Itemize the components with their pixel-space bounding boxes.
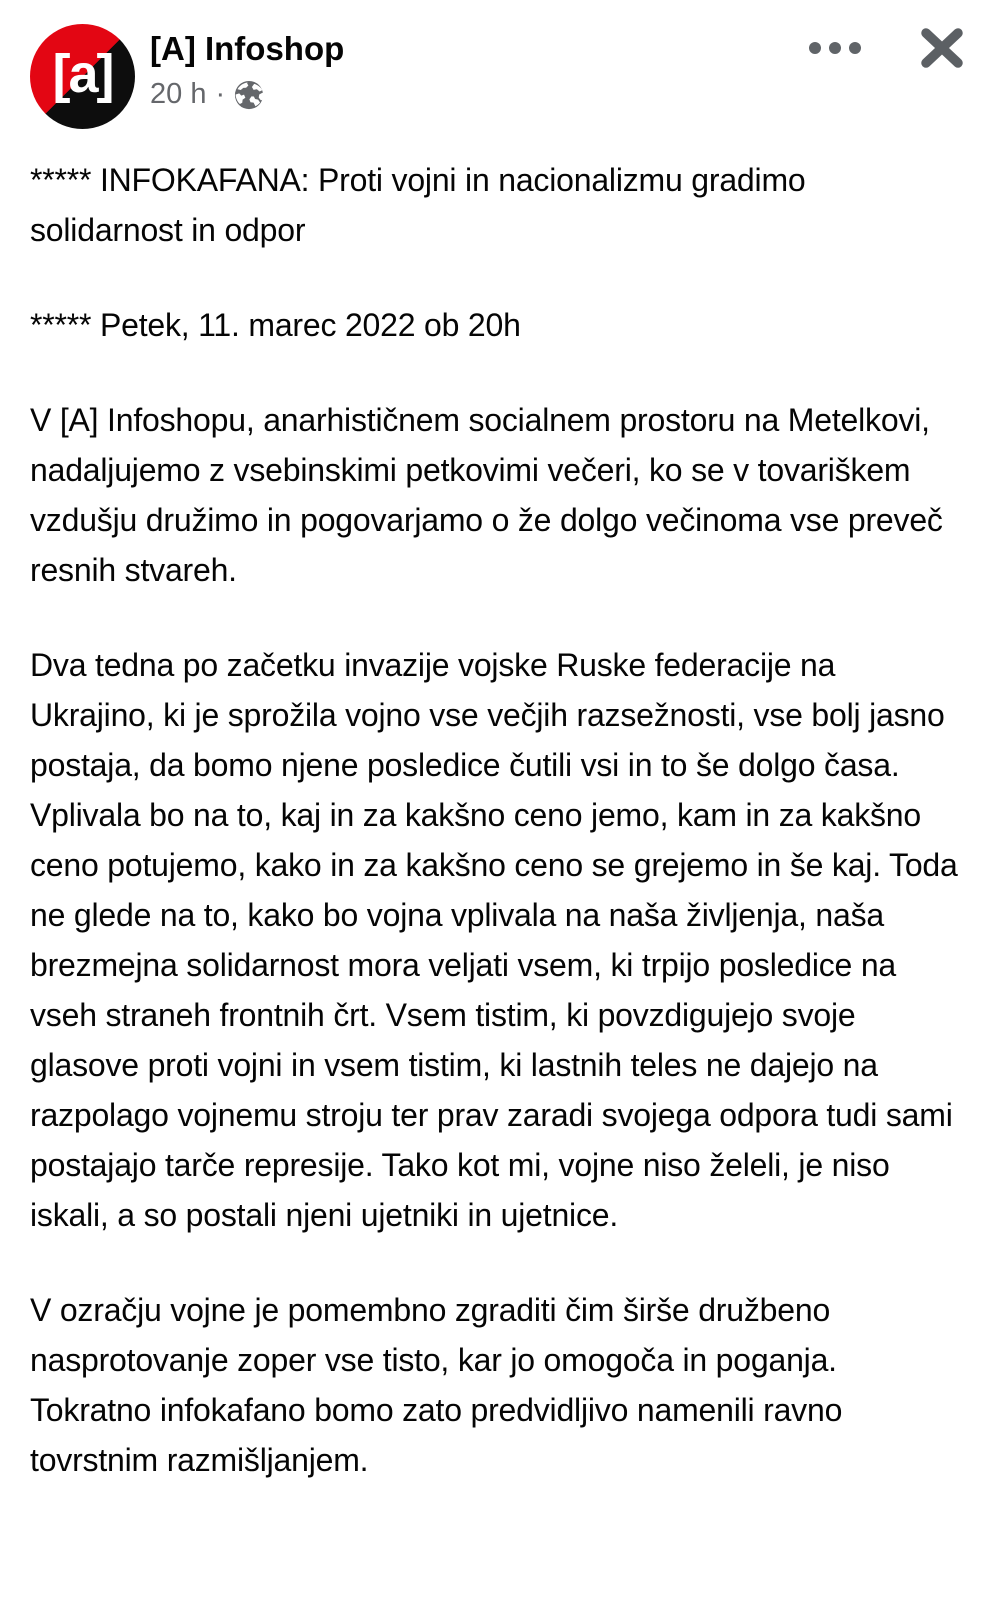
- page-name[interactable]: [A] Infoshop: [150, 30, 345, 67]
- post-paragraph: V ozračju vojne je pomembno zgraditi čim širše družbeno nasprotovanje zoper vse tisto, kar jo omogoča in poganja. Tokratno infokafano bomo zato predvidljivo namenili ravno tovrstnim razmišljanjem.: [30, 1292, 843, 1478]
- close-button[interactable]: [919, 28, 965, 68]
- meta-separator: ·: [215, 77, 226, 110]
- avatar[interactable]: [30, 24, 135, 129]
- avatar-logo-text: [a]: [52, 43, 113, 104]
- post-paragraph-date: ***** Petek, 11. marec 2022 ob 20h: [30, 307, 521, 343]
- more-options-button[interactable]: [809, 42, 861, 54]
- timestamp[interactable]: 20 h: [150, 77, 207, 110]
- three-dots-icon: [809, 42, 861, 54]
- globe-public-icon: [234, 80, 264, 110]
- close-icon: [919, 28, 965, 68]
- header-actions: [809, 25, 965, 71]
- header-text: [150, 24, 344, 111]
- post-paragraph: V [A] Infoshopu, anarhističnem socialnem prostoru na Metelkovi, nadaljujemo z vsebinskimi petkovimi večeri, ko se v tovariškem vzdušju družimo in pogovarjamo o že dolgo večinoma vse preveč resnih stvareh.: [30, 402, 943, 588]
- post-header: [0, 0, 993, 129]
- post-paragraph-title: ***** INFOKAFANA: Proti vojni in nacionalizmu gradimo solidarnost in odpor: [30, 162, 806, 248]
- post-body: [0, 129, 993, 1485]
- post-paragraph: Dva tedna po začetku invazije vojske Ruske federacije na Ukrajino, ki je sprožila vojno vse večjih razsežnosti, vse bolj jasno postaja, da bomo njene posledice čutili vsi in to še dolgo časa. Vplivala bo na to, kaj in za kakšno ceno jemo, kam in za kakšno ceno potujemo, kako in za kakšno ceno se grejemo in še kaj. Toda ne glede na to, kako bo vojna vplivala na naša življenja, naša brezmejna solidarnost mora veljati vsem, ki trpijo posledice na vseh straneh frontnih črt. Vsem tistim, ki povzdigujejo svoje glasove proti vojni in vsem tistim, ki lastnih teles ne dajejo na razpolago vojnemu stroju ter prav zaradi svojega odpora tudi sami postajajo tarče represije. Tako kot mi, vojne niso želeli, je niso iskali, a so postali njeni ujetniki in ujetnice.: [30, 647, 958, 1233]
- post-meta: [150, 78, 344, 111]
